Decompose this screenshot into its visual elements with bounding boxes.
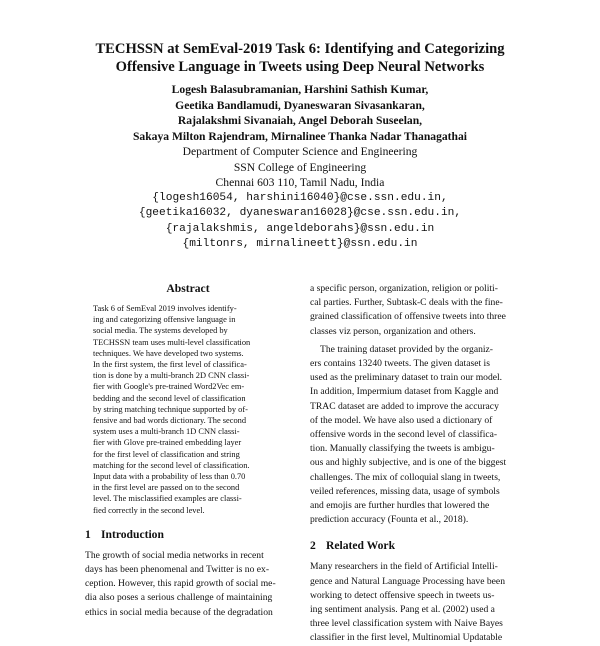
text-line: dia also poses a serious challenge of maintaining: [85, 592, 273, 604]
affiliation: [0, 144, 600, 191]
text-line: days has been phenomenal and Twitter is no ex-: [85, 564, 270, 576]
text-line: ous and highly subjective, and is one of the biggest: [310, 457, 507, 469]
abstract-line: Input data with a probability of less than 0.70: [93, 472, 246, 482]
text-line: TRAC dataset are added to improve the accuracy: [310, 400, 499, 412]
text-line: ers contains 13240 tweets. The given dataset is: [310, 358, 490, 370]
text-line: gence and Natural Language Processing have been: [310, 575, 505, 587]
abstract-line: Task 6 of SemEval 2019 involves identify-: [93, 304, 237, 313]
abstract-line: fied correctly in the second level.: [93, 505, 205, 515]
text-line: three level classification system with Naive Bayes: [310, 618, 503, 630]
text-line: grained classification of offensive tweets into three: [310, 311, 506, 323]
abstract-line: fensive and bad words dictionary. The second: [93, 416, 247, 426]
affiliation-line: SSN College of Engineering: [233, 160, 367, 174]
abstract-line: system uses a multi-branch 1D CNN classi-: [93, 427, 240, 437]
text-line: working to detect offensive speech in tweets us-: [310, 589, 495, 601]
abstract-line: social media. The systems developed by: [93, 326, 228, 336]
email-line: {rajalakshmis, angeldeborahs}@ssn.edu.in: [165, 222, 435, 235]
abstract-heading: Abstract: [166, 282, 210, 295]
abstract-line: bedding and the second level of classification: [93, 393, 246, 403]
right-column: [310, 282, 516, 646]
text-line: ing sentiment analysis. Pang et al. (2002) used a: [310, 604, 495, 616]
introduction-paragraph: [85, 549, 291, 620]
abstract-line: ing and categorizing offensive language in: [93, 315, 236, 325]
text-line: cal parties. Further, Subtask-C deals with the fine-: [310, 297, 503, 309]
abstract-body: [93, 303, 283, 516]
title-line: TECHSSN at SemEval-2019 Task 6: Identifying and Categorizing: [95, 41, 505, 57]
title-line: Offensive Language in Tweets using Deep Neural Networks: [115, 59, 485, 75]
section-title: Related Work: [326, 539, 396, 553]
text-line: tion. Manually classifying the tweets is ambigu-: [310, 443, 495, 455]
section-title: Introduction: [101, 527, 164, 541]
text-line: classes viz person, organization and others.: [310, 325, 476, 337]
text-line: The training dataset provided by the organiz-: [320, 343, 493, 355]
author-line: Logesh Balasubramanian, Harshini Sathish Kumar,: [171, 83, 429, 96]
text-line: In addition, Impermium dataset from Kaggle and: [310, 386, 499, 398]
abstract-line: level. The misclassified examples are classi-: [93, 494, 242, 504]
abstract-line: for the first level of classification and string: [93, 449, 240, 459]
related-work-paragraph: [310, 560, 516, 645]
section-heading-related-work: [310, 539, 516, 552]
text-line: classifier in the first level, Multinomial Updatable: [310, 632, 503, 644]
text-line: The growth of social media networks in recent: [85, 549, 264, 561]
paper-title: [0, 40, 600, 76]
author-line: Rajalakshmi Sivanaiah, Angel Deborah Suseelan,: [177, 114, 423, 127]
email-list: [0, 191, 600, 253]
section-heading-introduction: [85, 528, 291, 541]
body-paragraph: [310, 282, 516, 339]
abstract-line: matching for the second level of classification.: [93, 460, 250, 470]
abstract-line: by string matching technique supported by of-: [93, 404, 248, 414]
abstract-line: techniques. We have developed two systems.: [93, 348, 244, 358]
text-line: used as the preliminary dataset to train our model.: [310, 372, 503, 384]
text-line: veiled references, missing data, usage of symbols: [310, 485, 500, 497]
text-line: ethics in social media because of the degradation: [85, 606, 273, 618]
affiliation-line: Chennai 603 110, Tamil Nadu, India: [215, 176, 385, 189]
text-line: and emojis are further hurdles that lowered the: [310, 500, 490, 512]
email-line: {logesh16054, harshini16040}@cse.ssn.edu.in,: [152, 191, 448, 204]
email-line: {geetika16032, dyaneswaran16028}@cse.ssn.edu.in,: [138, 207, 462, 219]
left-column: [85, 282, 291, 620]
author-line: Geetika Bandlamudi, Dyaneswaran Sivasankaran,: [175, 98, 425, 112]
abstract-line: In the first system, the first level of classifica-: [93, 360, 247, 370]
body-paragraph: [310, 343, 516, 528]
paper-header: [0, 40, 600, 253]
abstract-line: fier with Glove pre-trained embedding layer: [93, 438, 242, 448]
affiliation-line: Department of Computer Science and Engineering: [182, 145, 418, 158]
abstract-line: TECHSSN team uses multi-level classification: [93, 337, 251, 347]
text-line: challenges. The mix of colloquial slang in tweets,: [310, 471, 501, 483]
text-line: a specific person, organization, religion or politi-: [310, 283, 498, 294]
text-line: of the model. We have also used a dictionary of: [310, 414, 493, 426]
text-line: offensive words in the second level of classifica-: [310, 429, 498, 441]
text-line: prediction accuracy (Founta et al., 2018).: [310, 514, 469, 526]
section-number: 1: [85, 527, 91, 541]
author-list: [0, 82, 600, 144]
text-line: Many researchers in the field of Artificial Intelli-: [310, 561, 498, 573]
author-line: Sakaya Milton Rajendram, Mirnalinee Thanka Nadar Thanagathai: [132, 129, 468, 143]
abstract-line: fier with Google's pre-trained Word2Vec em-: [93, 382, 245, 392]
abstract-line: tion is done by a multi-branch 2D CNN classi-: [93, 371, 250, 381]
abstract-line: in the first level are passed on to the second: [93, 483, 240, 493]
section-number: 2: [310, 539, 316, 553]
email-line: {miltonrs, mirnalineett}@ssn.edu.in: [182, 238, 418, 250]
text-line: ception. However, this rapid growth of social me-: [85, 578, 276, 590]
